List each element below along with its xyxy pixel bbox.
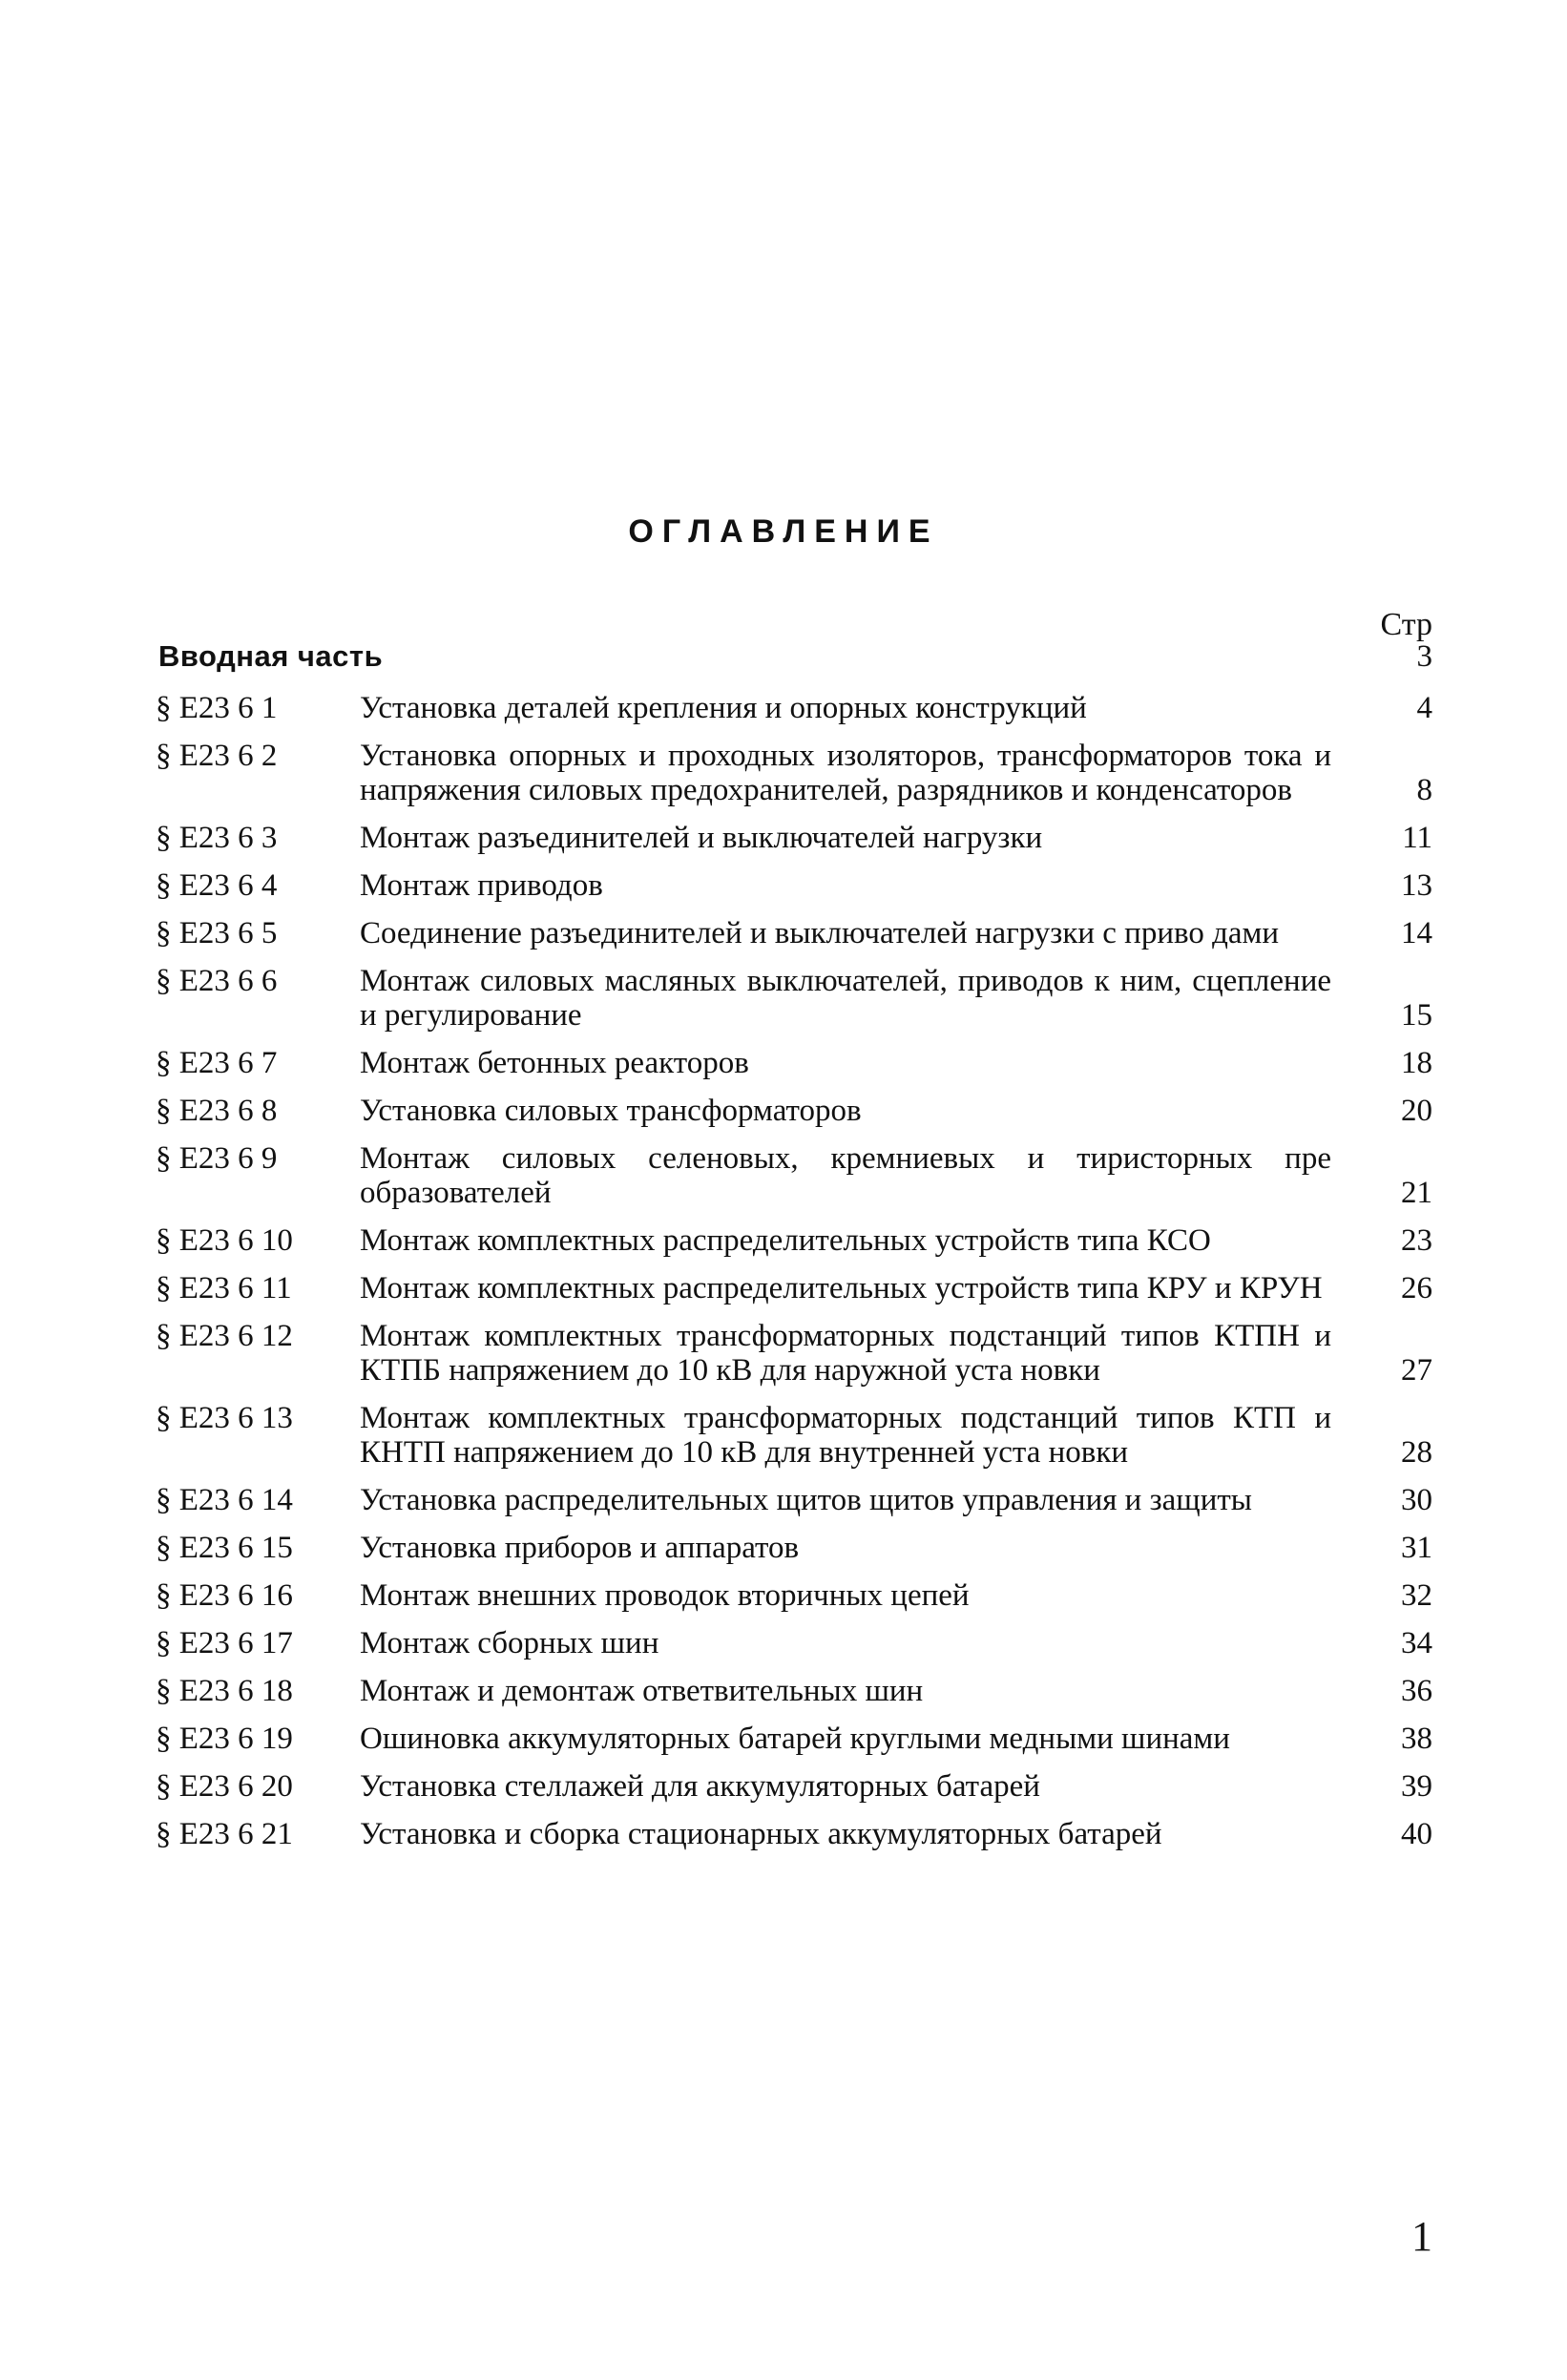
toc-entry [156, 916, 1432, 950]
toc-entry [156, 868, 1432, 903]
toc-entry [156, 739, 1432, 807]
intro-page-number: 3 [1416, 639, 1432, 674]
toc-entry-title: Монтаж приводов [360, 868, 603, 903]
toc-page-number: 36 [1401, 1674, 1432, 1708]
toc-entry [156, 1094, 1432, 1128]
toc-entry-title: Монтаж комплектных распределительных устройств типа КРУ и КРУН [360, 1271, 1323, 1305]
toc-page-number: 15 [1401, 998, 1432, 1033]
toc-page-number: 31 [1401, 1531, 1432, 1565]
toc-section-number: § Е23 6 15 [156, 1531, 293, 1565]
toc-section-number: § Е23 6 5 [156, 916, 278, 950]
toc-page-number: 14 [1401, 916, 1432, 950]
toc-entry-title: Соединение разъединителей и выключателей нагрузки с приво дами [360, 916, 1280, 950]
toc-section-number: § Е23 6 2 [156, 739, 278, 773]
toc-entry [156, 1626, 1432, 1660]
toc-entry-title: Установка приборов и аппаратов [360, 1531, 800, 1565]
toc-entry [156, 1141, 1432, 1210]
toc-page-number: 18 [1401, 1046, 1432, 1080]
toc-entry-title: Монтаж комплектных трансформаторных подстанций типов КТП и КНТП напряжением до 10 кВ для внутренней уста новки [360, 1401, 1331, 1470]
toc-entry [156, 691, 1432, 725]
toc-entry [156, 1674, 1432, 1708]
toc-entry [156, 1483, 1432, 1517]
toc-entry-title: Монтаж силовых селеновых, кремниевых и тиристорных пре образователей [360, 1141, 1331, 1210]
toc-section-number: § Е23 6 17 [156, 1626, 293, 1660]
toc-entry [156, 1722, 1432, 1756]
toc-page-number: 28 [1401, 1435, 1432, 1470]
page-column-label: Стр [1380, 607, 1432, 642]
toc-section-number: § Е23 6 12 [156, 1319, 293, 1353]
toc-entry-title: Монтаж бетонных реакторов [360, 1046, 749, 1080]
toc-page-number: 23 [1401, 1223, 1432, 1258]
intro-label: Вводная часть [158, 639, 384, 673]
toc-page-number: 26 [1401, 1271, 1432, 1305]
toc-section-number: § Е23 6 16 [156, 1578, 293, 1613]
toc-entry-title: Монтаж и демонтаж ответвительных шин [360, 1674, 924, 1708]
toc-entry [156, 1319, 1432, 1388]
toc-section-number: § Е23 6 18 [156, 1674, 293, 1708]
toc-entry-title: Монтаж сборных шин [360, 1626, 659, 1660]
page-title: ОГЛАВЛЕНИЕ [628, 513, 939, 550]
toc-section-number: § Е23 6 1 [156, 691, 278, 725]
toc-entry-title: Монтаж разъединителей и выключателей нагрузки [360, 821, 1043, 855]
toc-page-number: 27 [1401, 1353, 1432, 1388]
table-of-contents [156, 691, 1432, 1865]
toc-section-number: § Е23 6 4 [156, 868, 278, 903]
toc-section-number: § Е23 6 8 [156, 1094, 278, 1128]
toc-section-number: § Е23 6 10 [156, 1223, 293, 1258]
toc-entry [156, 1817, 1432, 1851]
toc-section-number: § Е23 6 11 [156, 1271, 292, 1305]
toc-section-number: § Е23 6 21 [156, 1817, 293, 1851]
toc-entry [156, 964, 1432, 1033]
toc-entry-title: Монтаж силовых масляных выключателей, приводов к ним, сцепление и регулирование [360, 964, 1331, 1033]
toc-entry-title: Установка стеллажей для аккумуляторных батарей [360, 1769, 1040, 1804]
toc-section-number: § Е23 6 6 [156, 964, 278, 998]
toc-entry [156, 1531, 1432, 1565]
toc-page-number: 20 [1401, 1094, 1432, 1128]
toc-section-number: § Е23 6 9 [156, 1141, 278, 1176]
toc-page-number: 4 [1416, 691, 1432, 725]
toc-entry [156, 1401, 1432, 1470]
page-number: 1 [1411, 2213, 1432, 2260]
toc-page-number: 39 [1401, 1769, 1432, 1804]
toc-entry-title: Установка опорных и проходных изоляторов, трансформаторов тока и напряжения силовых предохранителей, разрядников и конденсаторов [360, 739, 1331, 807]
toc-entry-title: Ошиновка аккумуляторных батарей круглыми медными шинами [360, 1722, 1230, 1756]
toc-page-number: 38 [1401, 1722, 1432, 1756]
toc-entry [156, 1578, 1432, 1613]
toc-entry [156, 1046, 1432, 1080]
toc-page-number: 8 [1416, 773, 1432, 807]
toc-page-number: 30 [1401, 1483, 1432, 1517]
toc-entry-title: Монтаж комплектных трансформаторных подстанций типов КТПН и КТПБ напряжением до 10 кВ для наружной уста новки [360, 1319, 1331, 1388]
toc-entry-title: Установка деталей крепления и опорных конструкций [360, 691, 1087, 725]
toc-entry-title: Установка и сборка стационарных аккумуляторных батарей [360, 1817, 1162, 1851]
toc-entry [156, 1223, 1432, 1258]
toc-intro-row [158, 639, 1432, 681]
toc-page-number: 32 [1401, 1578, 1432, 1613]
toc-page-number: 34 [1401, 1626, 1432, 1660]
toc-section-number: § Е23 6 13 [156, 1401, 293, 1435]
toc-entry [156, 1769, 1432, 1804]
toc-page-number: 11 [1402, 821, 1432, 855]
toc-entry-title: Установка силовых трансформаторов [360, 1094, 862, 1128]
toc-entry-title: Монтаж комплектных распределительных устройств типа КСО [360, 1223, 1211, 1258]
toc-page-number: 21 [1401, 1176, 1432, 1210]
toc-entry-title: Установка распределительных щитов щитов управления и защиты [360, 1483, 1252, 1517]
toc-page-number: 40 [1401, 1817, 1432, 1851]
toc-page-number: 13 [1401, 868, 1432, 903]
toc-entry [156, 821, 1432, 855]
toc-section-number: § Е23 6 20 [156, 1769, 293, 1804]
toc-section-number: § Е23 6 7 [156, 1046, 278, 1080]
toc-section-number: § Е23 6 14 [156, 1483, 293, 1517]
toc-entry [156, 1271, 1432, 1305]
toc-section-number: § Е23 6 19 [156, 1722, 293, 1756]
toc-section-number: § Е23 6 3 [156, 821, 278, 855]
toc-entry-title: Монтаж внешних проводок вторичных цепей [360, 1578, 970, 1613]
